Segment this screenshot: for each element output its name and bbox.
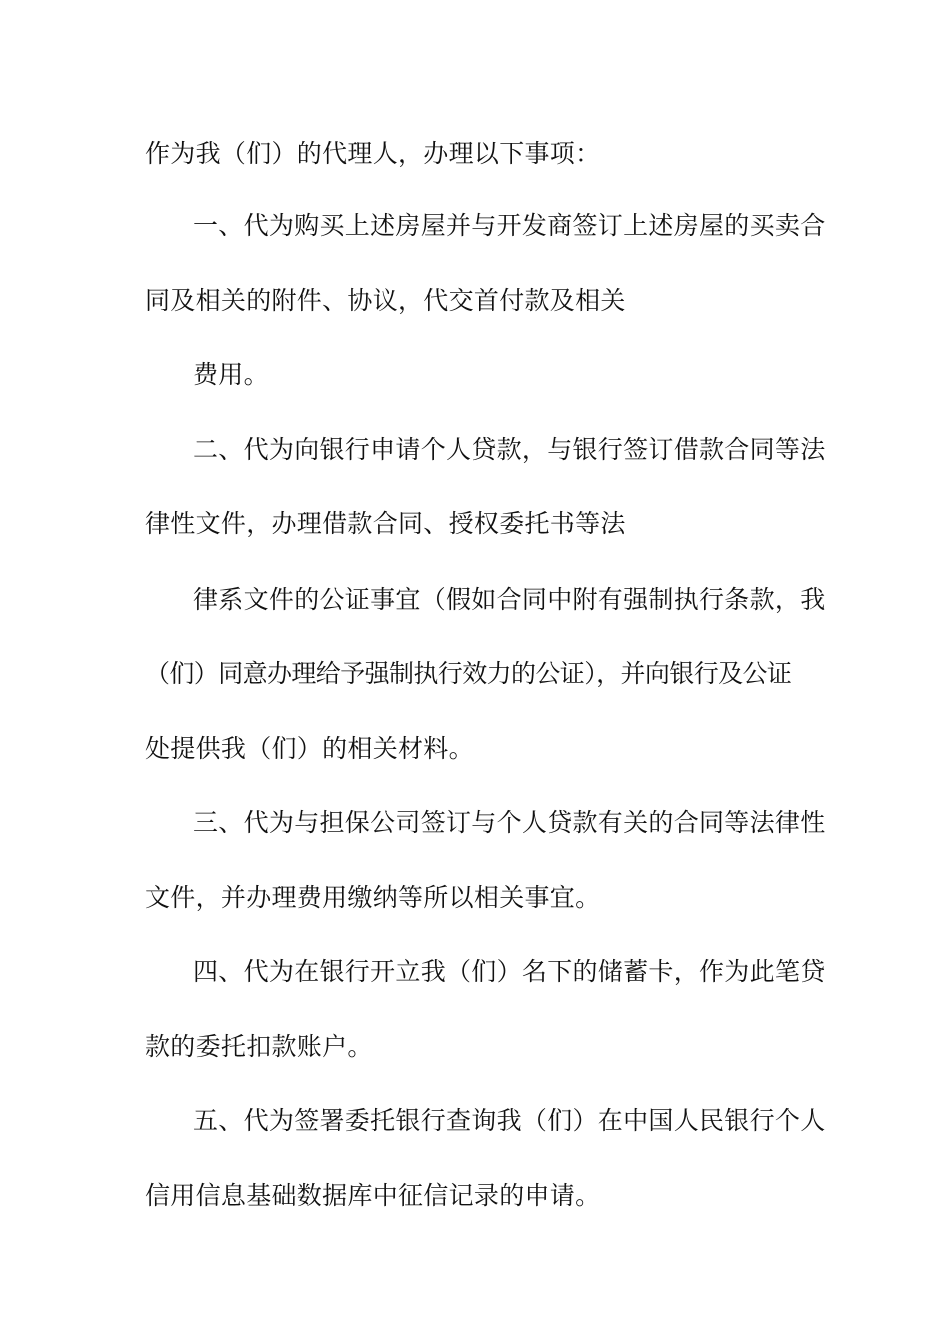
item-5-line-2: 信用信息基础数据库中征信记录的申请。 bbox=[145, 1181, 601, 1210]
item-1-line-2: 同及相关的附件、协议，代交首付款及相关 bbox=[145, 286, 626, 315]
item-4-line-2: 款的委托扣款账户。 bbox=[145, 1032, 373, 1061]
item-3-line-1: 三、代为与担保公司签订与个人贷款有关的合同等法律性 bbox=[193, 808, 826, 837]
item-1-line-3: 费用。 bbox=[193, 360, 269, 389]
item-5-line-1: 五、代为签署委托银行查询我（们）在中国人民银行个人 bbox=[193, 1106, 826, 1135]
item-4-line-1: 四、代为在银行开立我（们）名下的储蓄卡，作为此笔贷 bbox=[193, 957, 826, 986]
item-2-line-4: （们）同意办理给予强制执行效力的公证），并向银行及公证 bbox=[145, 659, 792, 688]
item-2-line-1: 二、代为向银行申请个人贷款，与银行签订借款合同等法 bbox=[193, 435, 826, 464]
item-2-line-2: 律性文件，办理借款合同、授权委托书等法 bbox=[145, 509, 626, 538]
item-2-line-3: 律系文件的公证事宜（假如合同中附有强制执行条款，我 bbox=[193, 585, 826, 614]
item-1-line-1: 一、代为购买上述房屋并与开发商签订上述房屋的买卖合 bbox=[193, 211, 826, 240]
intro-line: 作为我（们）的代理人，办理以下事项： bbox=[145, 139, 601, 168]
item-3-line-2: 文件，并办理费用缴纳等所以相关事宜。 bbox=[145, 883, 601, 912]
item-2-line-5: 处提供我（们）的相关材料。 bbox=[145, 734, 474, 763]
